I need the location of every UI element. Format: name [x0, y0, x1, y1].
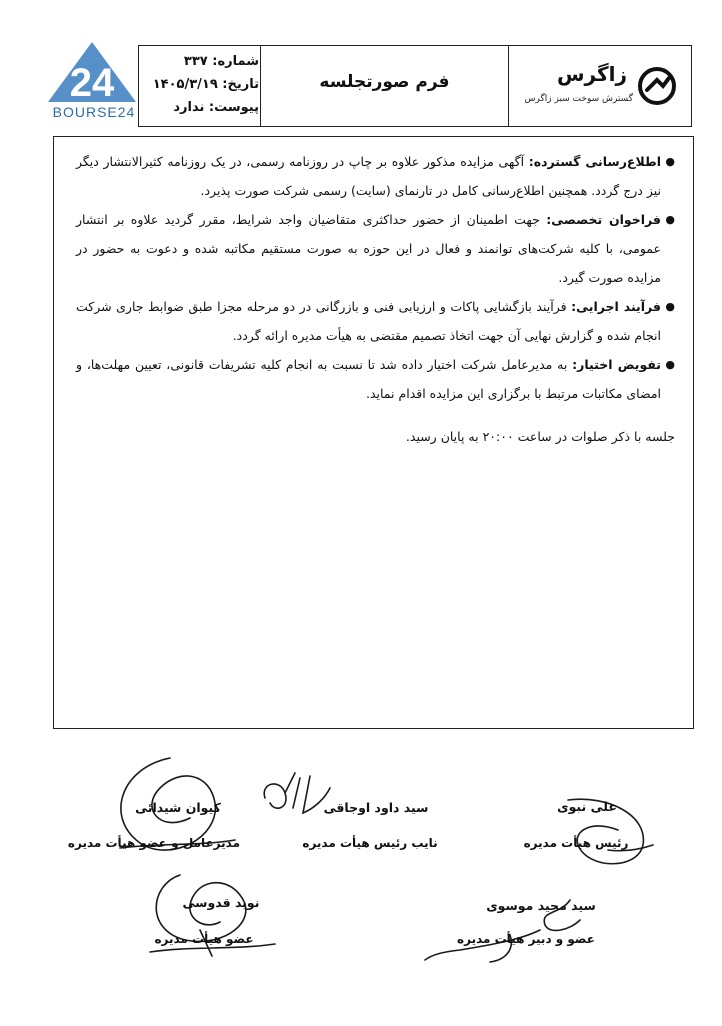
date-value: ۱۴۰۵/۳/۱۹	[152, 77, 218, 92]
signatory-name: کیوان شیدائی	[135, 800, 221, 815]
signatory-title: عضو و دبیر هیأت مدیره	[457, 932, 595, 946]
bourse24-watermark	[44, 40, 140, 126]
signatory-name: نوید قدوسی	[182, 895, 260, 910]
list-item	[76, 292, 675, 350]
form-title: فرم صورتجلسه	[319, 72, 450, 92]
number-value: ۳۳۷	[183, 54, 208, 69]
attachment-value: ندارد	[173, 100, 205, 115]
bullet-icon: ●	[665, 358, 675, 371]
item-text: به مدیرعامل شرکت اختیار داده شد تا نسبت به انجام کلیه تشریفات قانونی، تعیین مهلت‌ها، و امضای مکاتبات مرتبط با برگزاری این مزایده اقدام نماید.	[76, 357, 661, 401]
item-heading: فرآیند اجرایی:	[571, 299, 661, 314]
company-tagline: گسترش سوخت سبز زاگرس	[524, 94, 633, 104]
bullet-icon: ●	[665, 300, 675, 313]
attachment-label: پیوست:	[208, 100, 259, 115]
item-text: آگهی مزایده مذکور علاوه بر چاپ در روزنامه رسمی، در یک روزنامه کثیرالانتشار دیگر نیز درج گردد. همچنین اطلاع‌رسانی کامل در تارنمای (سایت) رسمی شرکت صورت پذیرد.	[76, 154, 661, 198]
document-meta	[145, 50, 259, 119]
minutes-content	[76, 147, 675, 451]
signatory-title: عضو هیأت مدیره	[154, 932, 254, 946]
item-text: جهت اطمینان از حضور حداکثری متقاضیان واجد شرایط، مقرر گردید علاوه بر انتشار عمومی، با کلیه شرکت‌های توانمند و فعال در این حوزه به صورت مستقیم مکاتبه شده و دعوت به حضور در مزایده صورت گیرد.	[76, 212, 661, 285]
item-heading: فراخوان تخصصی:	[546, 212, 661, 227]
signatory-name: سید مجید موسوی	[486, 898, 596, 913]
signatory-title: رئیس هیأت مدیره	[523, 836, 629, 850]
signatory-name: علی نبوی	[557, 799, 617, 814]
number-label: شماره:	[212, 54, 259, 69]
closing-statement: جلسه با ذکر صلوات در ساعت ۲۰:۰۰ به پایان رسید.	[405, 429, 675, 444]
item-heading: اطلاع‌رسانی گسترده:	[528, 154, 661, 169]
bourse24-logo-icon	[44, 40, 140, 106]
date-label: تاریخ:	[222, 77, 259, 92]
item-heading: تفویض اختیار:	[572, 357, 661, 372]
list-item	[76, 350, 675, 408]
signatory-title: نایب رئیس هیأت مدیره	[302, 836, 438, 850]
document-header	[138, 45, 692, 127]
svg-text:24: 24	[69, 61, 115, 105]
bullet-icon: ●	[665, 213, 675, 226]
signatory-name: سید داود اوجاقی	[323, 800, 429, 815]
company-logo-block	[511, 56, 691, 116]
minutes-body	[53, 136, 694, 729]
item-text: فرآیند بازگشایی پاکات و ارزیابی فنی و بازرگانی در دو مرحله مجزا طبق ضوابط جاری شرکت انجام شده و گزارش نهایی آن جهت اتخاذ تصمیم مقتضی به هیأت مدیره ارائه گردد.	[76, 299, 661, 343]
signatory-title: مدیرعامل و عضو هیأت مدیره	[67, 836, 240, 850]
company-name: زاگرس	[556, 62, 627, 86]
company-logo-icon	[637, 66, 677, 106]
list-item	[76, 147, 675, 205]
bullet-icon: ●	[665, 155, 675, 168]
watermark-text: BOURSE24	[52, 104, 136, 120]
list-item	[76, 205, 675, 292]
